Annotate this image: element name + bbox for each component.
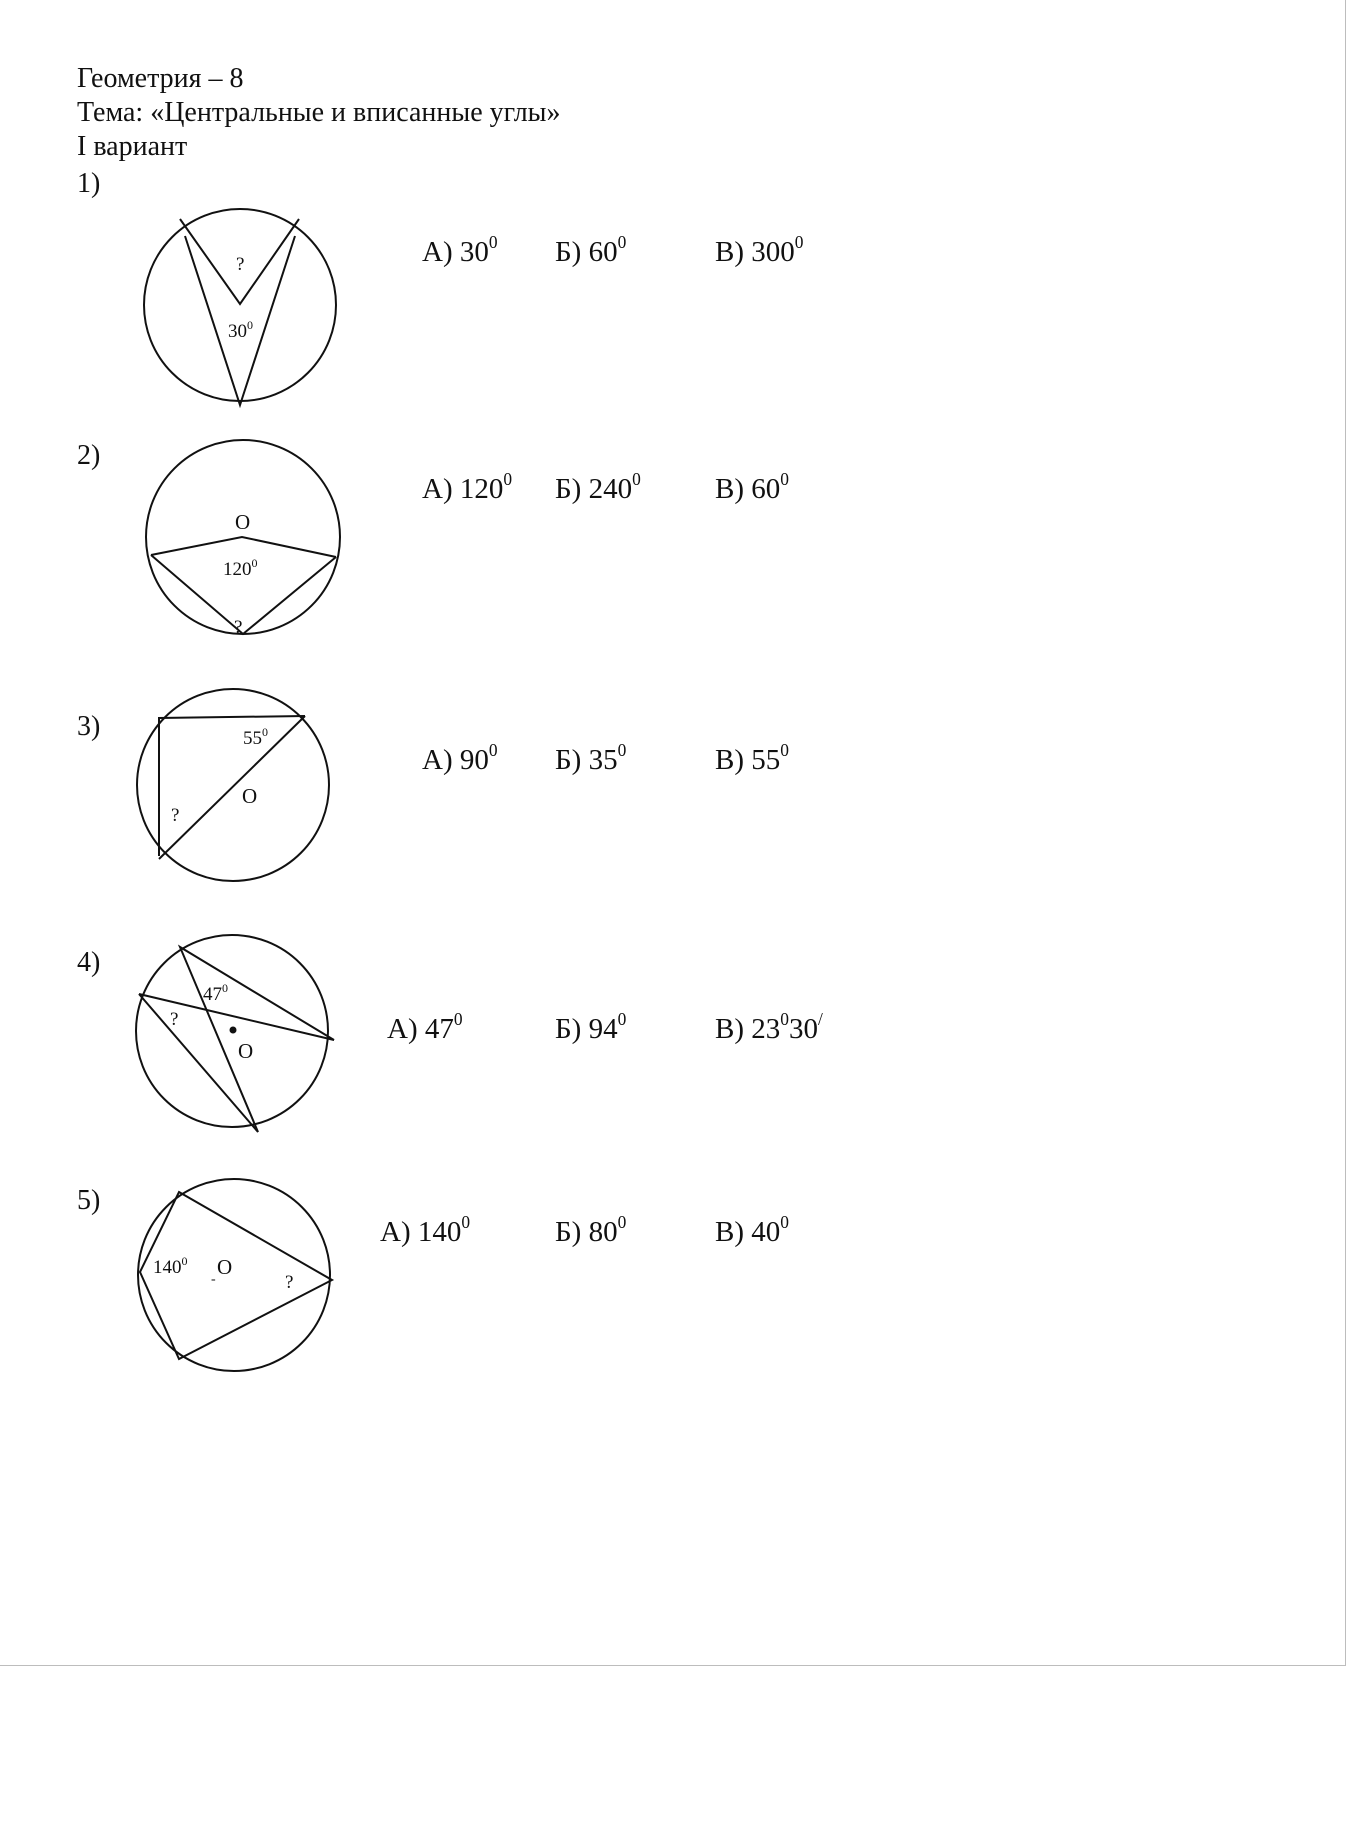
given-angle-label: $55^0$ <box>243 725 268 749</box>
center-label: O <box>242 784 258 808</box>
center-label: O <box>238 1039 254 1063</box>
figure-4-circle-diagram <box>136 925 336 1135</box>
subject-line: Геометрия – 8 <box>77 63 244 94</box>
option-b[interactable]: Б) $80^0$ <box>555 1211 627 1248</box>
center-mark: - <box>211 1272 216 1287</box>
figure-2-circle-diagram <box>145 437 345 647</box>
option-c[interactable]: В) $40^0$ <box>715 1211 789 1248</box>
option-a[interactable]: А) $30^0$ <box>422 231 498 268</box>
central-angle-lines <box>151 537 336 557</box>
option-a[interactable]: А) $140^0$ <box>380 1211 471 1248</box>
option-c[interactable]: В) $23^030^/$ <box>715 1008 823 1045</box>
inscribed-angle-lines <box>139 947 334 1132</box>
option-a[interactable]: А) $47^0$ <box>387 1008 463 1045</box>
option-b[interactable]: Б) $60^0$ <box>555 231 627 268</box>
question-number: 2) <box>77 440 101 471</box>
figure-3-circle-diagram <box>135 688 335 888</box>
given-angle-label: $30^0$ <box>228 318 253 342</box>
question-mark-label: ? <box>170 1009 179 1030</box>
question-mark-label: ? <box>234 617 243 638</box>
center-point <box>230 1027 237 1034</box>
center-label: O <box>235 510 251 534</box>
option-c[interactable]: В) $55^0$ <box>715 739 789 776</box>
option-a[interactable]: А) $90^0$ <box>422 739 498 776</box>
question-mark-label: ? <box>285 1272 294 1293</box>
chord-line <box>139 994 334 1040</box>
diameter-line <box>159 716 305 859</box>
center-label: O <box>217 1255 233 1279</box>
given-angle-label: $140^0$ <box>153 1254 188 1278</box>
topic-line: Тема: «Центральные и вписанные углы» <box>77 97 561 128</box>
question-number: 3) <box>77 711 101 742</box>
question-number: 5) <box>77 1185 101 1216</box>
figure-5-circle-diagram <box>135 1178 335 1378</box>
option-b[interactable]: Б) $94^0$ <box>555 1008 627 1045</box>
option-b[interactable]: Б) $240^0$ <box>555 468 641 505</box>
figure-1-circle-diagram <box>140 208 340 408</box>
option-c[interactable]: В) $300^0$ <box>715 231 804 268</box>
given-angle-label: $120^0$ <box>223 556 258 580</box>
given-angle-label: $47^0$ <box>203 981 228 1005</box>
question-mark-label: ? <box>236 254 245 275</box>
question-mark-label: ? <box>171 805 180 826</box>
variant-line: I вариант <box>77 131 188 162</box>
option-b[interactable]: Б) $35^0$ <box>555 739 627 776</box>
question-number: 1) <box>77 168 101 199</box>
option-a[interactable]: А) $120^0$ <box>422 468 513 505</box>
option-c[interactable]: В) $60^0$ <box>715 468 789 505</box>
question-number: 4) <box>77 947 101 978</box>
